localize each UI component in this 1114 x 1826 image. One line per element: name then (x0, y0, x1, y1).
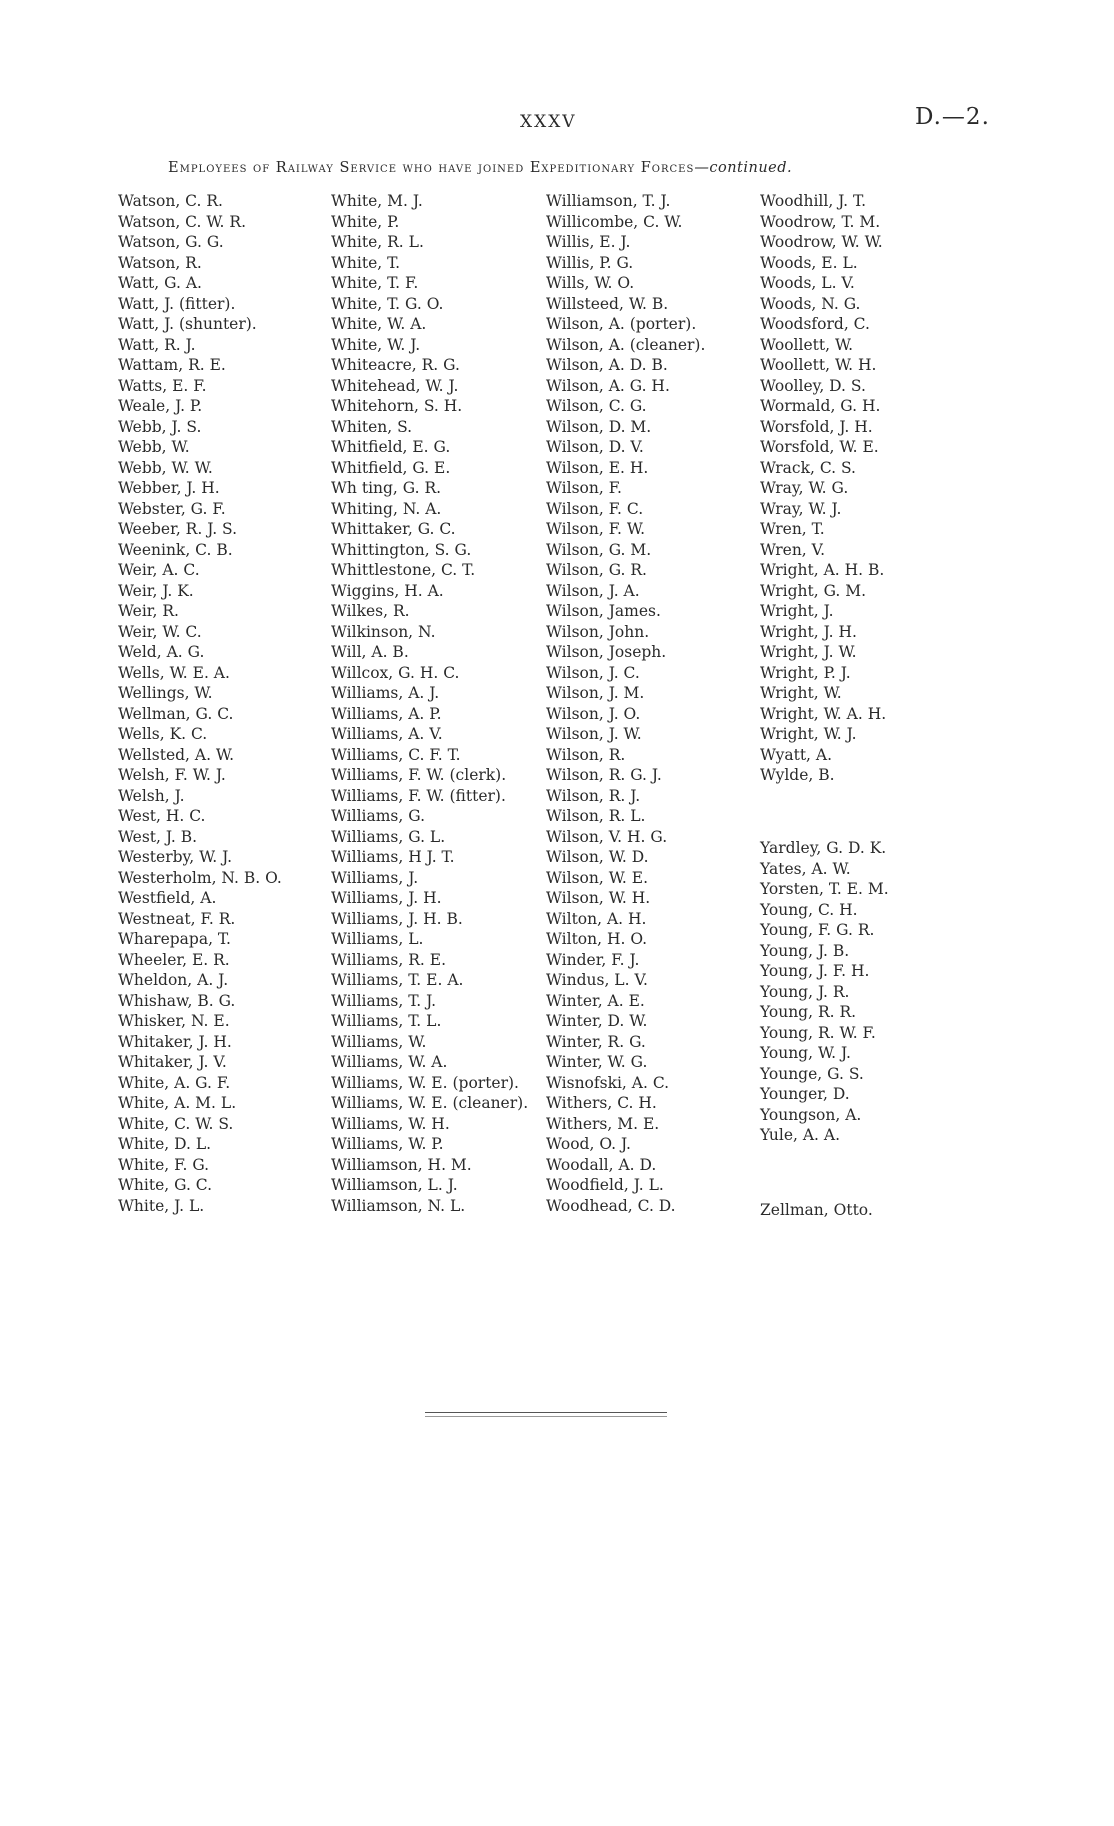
name-entry: Wilson, Joseph. (546, 643, 667, 661)
name-entry: Wilson, D. V. (546, 438, 644, 456)
name-entry: Williams, T. E. A. (331, 971, 464, 989)
name-entry: Younger, D. (760, 1085, 850, 1103)
name-entry: Williams, J. H. B. (331, 909, 463, 928)
name-entry: Williams, T. J. (331, 991, 437, 1010)
name-entry: Williams, A. V. (331, 725, 443, 743)
name-entry: Winter, R. G. (546, 1032, 646, 1051)
name-entry: Watts, E. F. (118, 376, 207, 395)
name-entry: White, W. A. (331, 315, 427, 333)
name-entry: Young, W. J. (760, 1044, 851, 1062)
name-entry: Windus, L. V. (546, 971, 648, 989)
name-entry: Wilson, J. W. (546, 725, 642, 743)
name-entry: Woods, L. V. (760, 274, 855, 292)
name-entry: Wilson, R. G. J. (546, 766, 662, 784)
name-entry: Willicombe, C. W. (546, 212, 683, 231)
name-entry: Wheldon, A. J. (118, 971, 229, 989)
name-entry: Wright, J. H. (760, 622, 857, 641)
name-entry: Wilton, H. O. (546, 930, 648, 948)
name-entry: Webb, J. S. (118, 417, 202, 436)
name-entry: Yule, A. A. (760, 1126, 841, 1144)
name-entry: Williams, C. F. T. (331, 745, 461, 764)
name-entry: Weale, J. P. (118, 397, 203, 415)
name-entry: Williams, R. E. (331, 950, 447, 969)
name-entry: Wright, W. (760, 684, 842, 702)
name-entry: White, M. J. (331, 192, 423, 210)
name-entry: Williams, J. (331, 868, 419, 887)
name-entry: Williams, G. (331, 807, 425, 825)
name-entry: Wright, G. M. (760, 581, 867, 600)
name-entry: Young, C. H. (760, 900, 858, 919)
name-entry: Woollett, W. H. (760, 356, 877, 374)
name-entry: Will, A. B. (331, 643, 409, 661)
name-column-2 (331, 191, 528, 1216)
name-entry: Woodfield, J. L. (546, 1176, 664, 1194)
name-entry: Wells, K. C. (118, 725, 208, 743)
name-column-4-y-section (760, 838, 889, 1146)
name-entry: Weir, R. (118, 602, 179, 620)
name-entry: Whitehead, W. J. (331, 376, 459, 395)
name-entry: Young, J. R. (760, 982, 850, 1001)
name-entry: Williams, W. H. (331, 1114, 450, 1133)
name-entry: Woodrow, T. M. (760, 212, 881, 231)
name-entry: Willis, E. J. (546, 233, 631, 251)
name-entry: Yardley, G. D. K. (760, 839, 887, 857)
name-entry: Woollett, W. (760, 335, 854, 354)
name-entry: White, T. G. O. (331, 294, 444, 313)
name-entry: West, H. C. (118, 807, 206, 825)
name-entry: White, F. G. (118, 1155, 210, 1174)
name-entry: Woodall, A. D. (546, 1155, 657, 1174)
name-entry: Wilson, D. M. (546, 417, 652, 436)
name-entry: Williams, H J. T. (331, 848, 455, 866)
name-entry: Wilson, R. J. (546, 786, 641, 805)
heading-text: Employees of Railway Service who have joined Expeditionary Forces (168, 160, 695, 176)
name-entry: Wilson, J. A. (546, 581, 640, 600)
name-entry: Woolley, D. S. (760, 376, 866, 395)
name-entry: Watson, C. R. (118, 192, 223, 210)
name-entry: Willis, P. G. (546, 253, 634, 272)
name-entry: Wilkinson, N. (331, 622, 436, 641)
name-entry: Wylde, B. (760, 766, 835, 784)
name-entry: Whittaker, G. C. (331, 520, 456, 538)
name-entry: White, J. L. (118, 1196, 205, 1215)
name-entry: Whisker, N. E. (118, 1012, 230, 1030)
name-entry: Willsteed, W. B. (546, 294, 669, 313)
name-entry: Wilson, W. D. (546, 848, 649, 866)
name-entry: Withers, M. E. (546, 1114, 660, 1133)
name-entry: Wellings, W. (118, 684, 213, 702)
name-entry: Wilkes, R. (331, 602, 410, 620)
name-entry: Westerby, W. J. (118, 848, 233, 866)
name-entry: Williamson, T. J. (546, 192, 671, 210)
name-entry: Watt, G. A. (118, 274, 202, 292)
name-entry: White, T. F. (331, 274, 419, 292)
name-entry: Younge, G. S. (760, 1064, 864, 1083)
name-entry: Wilson, E. H. (546, 458, 649, 477)
name-entry: Young, R. R. (760, 1003, 857, 1021)
name-entry: Williams, W. E. (porter). (331, 1073, 519, 1092)
name-entry: Watson, R. (118, 253, 202, 272)
list-heading (168, 160, 948, 176)
name-entry: Wright, A. H. B. (760, 561, 885, 579)
name-entry: Weir, J. K. (118, 581, 194, 600)
name-entry: Wilson, J. C. (546, 663, 640, 682)
name-entry: Williams, T. L. (331, 1012, 442, 1030)
name-entry: Wells, W. E. A. (118, 663, 230, 682)
name-entry: Welsh, J. (118, 786, 185, 805)
name-entry: Williams, J. H. (331, 889, 442, 907)
name-entry: Wilson, G. M. (546, 540, 652, 559)
name-entry: Yorsten, T. E. M. (760, 880, 889, 898)
name-entry: Wright, J. (760, 602, 834, 620)
name-entry: Whitehorn, S. H. (331, 397, 463, 415)
name-entry: Willcox, G. H. C. (331, 663, 460, 682)
name-entry: White, A. G. F. (118, 1073, 231, 1092)
name-entry: Wormald, G. H. (760, 397, 881, 415)
name-entry: White, A. M. L. (118, 1094, 237, 1112)
heading-continued: —continued. (694, 160, 793, 176)
name-entry: Webb, W. W. (118, 458, 213, 477)
name-entry: Westerholm, N. B. O. (118, 868, 282, 887)
name-entry: Young, J. F. H. (760, 962, 870, 980)
name-entry: Wilson, R. L. (546, 807, 646, 825)
name-entry: Wilson, A. D. B. (546, 356, 668, 374)
name-entry: Williams, W. P. (331, 1135, 444, 1153)
name-entry: Yates, A. W. (760, 859, 851, 878)
name-entry: Winter, A. E. (546, 991, 645, 1010)
name-entry: Winter, W. G. (546, 1053, 648, 1071)
name-entry: White, G. C. (118, 1176, 213, 1194)
name-entry: Williamson, N. L. (331, 1196, 466, 1215)
name-entry: Young, J. B. (760, 941, 850, 960)
name-entry: Wray, W. G. (760, 479, 849, 497)
name-entry: Woodrow, W. W. (760, 233, 883, 251)
name-entry: Wills, W. O. (546, 274, 635, 292)
name-entry: Wren, T. (760, 520, 825, 538)
name-entry: Whiteacre, R. G. (331, 356, 460, 374)
name-entry: Youngson, A. (760, 1105, 862, 1124)
name-entry: Williams, W. A. (331, 1053, 448, 1071)
name-entry: Webber, J. H. (118, 479, 220, 497)
name-entry: Williamson, H. M. (331, 1155, 472, 1174)
name-entry: White, W. J. (331, 335, 421, 354)
name-entry: Wright, J. W. (760, 643, 857, 661)
name-entry: Wisnofski, A. C. (546, 1073, 670, 1092)
name-entry: Williams, W. E. (cleaner). (331, 1094, 529, 1112)
name-entry: Wright, W. A. H. (760, 704, 887, 723)
name-entry: Webster, G. F. (118, 499, 226, 518)
name-entry: Williams, W. (331, 1032, 427, 1051)
name-entry: Whiten, S. (331, 417, 413, 436)
name-entry: Wheeler, E. R. (118, 950, 230, 969)
name-entry: Wilson, W. E. (546, 868, 649, 887)
name-entry: Watson, G. G. (118, 233, 224, 251)
name-entry: Whiting, N. A. (331, 499, 442, 518)
name-entry: Wellman, G. C. (118, 704, 234, 723)
name-entry: Worsfold, W. E. (760, 438, 879, 456)
page-number: XXXV (520, 112, 577, 132)
name-entry: Whitaker, J. V. (118, 1053, 227, 1071)
name-entry: Young, R. W. F. (760, 1023, 876, 1042)
name-entry: Williams, L. (331, 930, 424, 948)
name-entry: Watt, J. (fitter). (118, 294, 236, 313)
name-entry: Whishaw, B. G. (118, 991, 236, 1010)
name-entry: Weir, W. C. (118, 622, 202, 641)
name-column-4 (760, 191, 886, 786)
name-entry: Williamson, L. J. (331, 1176, 458, 1194)
name-entry: Withers, C. H. (546, 1094, 657, 1112)
name-entry: White, D. L. (118, 1135, 212, 1153)
name-entry: Winter, D. W. (546, 1012, 648, 1030)
name-entry: Wren, V. (760, 540, 826, 559)
name-entry: Williams, F. W. (clerk). (331, 766, 507, 784)
name-entry: Wilson, J. O. (546, 704, 641, 723)
name-entry: Welsh, F. W. J. (118, 766, 226, 784)
name-entry: Wilson, V. H. G. (546, 827, 668, 846)
name-entry: Woodhill, J. T. (760, 192, 867, 210)
name-entry: Westneat, F. R. (118, 909, 236, 928)
name-entry: Watt, R. J. (118, 335, 196, 354)
name-entry: White, R. L. (331, 233, 424, 251)
name-entry: West, J. B. (118, 827, 198, 846)
name-entry: Wray, W. J. (760, 499, 842, 518)
name-entry: Whittington, S. G. (331, 540, 472, 559)
name-entry: White, P. (331, 212, 400, 231)
name-entry: Zellman, Otto. (760, 1201, 873, 1219)
name-entry: Wilton, A. H. (546, 909, 647, 928)
name-entry: Whitfield, E. G. (331, 438, 451, 456)
name-entry: Wyatt, A. (760, 745, 833, 764)
name-entry: Wood, O. J. (546, 1135, 631, 1153)
name-entry: Wattam, R. E. (118, 356, 226, 374)
name-column-4-z-section (760, 1200, 873, 1221)
name-column-3 (546, 191, 705, 1216)
name-entry: Wilson, C. G. (546, 397, 647, 415)
name-entry: Whitfield, G. E. (331, 458, 451, 477)
name-entry: Wilson, A. G. H. (546, 376, 670, 395)
name-entry: Wilson, F. W. (546, 520, 646, 538)
name-entry: Woodhead, C. D. (546, 1196, 676, 1215)
name-entry: Williams, G. L. (331, 827, 446, 846)
document-reference: D.—2. (915, 104, 990, 130)
name-entry: Wilson, A. (porter). (546, 315, 697, 333)
name-entry: Wilson, James. (546, 602, 661, 620)
name-entry: Wright, W. J. (760, 725, 857, 743)
name-entry: Young, F. G. R. (760, 921, 875, 939)
name-entry: Wilson, F. C. (546, 499, 644, 518)
name-entry: Webb, W. (118, 438, 190, 456)
name-entry: White, T. (331, 253, 401, 272)
name-entry: Wilson, A. (cleaner). (546, 335, 706, 354)
closing-rule-secondary (425, 1416, 667, 1417)
name-entry: Wilson, J. M. (546, 684, 645, 702)
name-entry: Wrack, C. S. (760, 458, 856, 477)
name-entry: Woods, E. L. (760, 253, 858, 272)
name-entry: Wellsted, A. W. (118, 745, 235, 764)
name-entry: Wilson, G. R. (546, 561, 647, 579)
name-entry: Wilson, W. H. (546, 889, 651, 907)
name-entry: Williams, F. W. (fitter). (331, 786, 506, 805)
name-entry: Williams, A. P. (331, 704, 442, 723)
name-entry: Weenink, C. B. (118, 540, 233, 559)
name-entry: Watson, C. W. R. (118, 212, 247, 231)
name-entry: Whittlestone, C. T. (331, 561, 476, 579)
name-entry: Wilson, R. (546, 745, 626, 764)
name-entry: Wiggins, H. A. (331, 581, 444, 600)
name-entry: Wilson, John. (546, 622, 650, 641)
name-entry: Weeber, R. J. S. (118, 520, 238, 538)
name-entry: Wright, P. J. (760, 663, 851, 682)
name-entry: Westfield, A. (118, 889, 217, 907)
name-entry: Weld, A. G. (118, 643, 205, 661)
name-entry: Wilson, F. (546, 479, 622, 497)
name-entry: Wh ting, G. R. (331, 479, 442, 497)
name-entry: Woods, N. G. (760, 294, 861, 313)
name-entry: Weir, A. C. (118, 561, 200, 579)
name-entry: Watt, J. (shunter). (118, 315, 257, 333)
name-entry: Woodsford, C. (760, 315, 870, 333)
closing-rule (425, 1412, 667, 1413)
name-column-1 (118, 191, 282, 1216)
name-entry: Wharepapa, T. (118, 930, 231, 948)
name-entry: Williams, A. J. (331, 684, 440, 702)
name-entry: Winder, F. J. (546, 950, 640, 969)
name-entry: Whitaker, J. H. (118, 1032, 232, 1051)
name-entry: Worsfold, J. H. (760, 417, 873, 436)
name-entry: White, C. W. S. (118, 1114, 234, 1133)
